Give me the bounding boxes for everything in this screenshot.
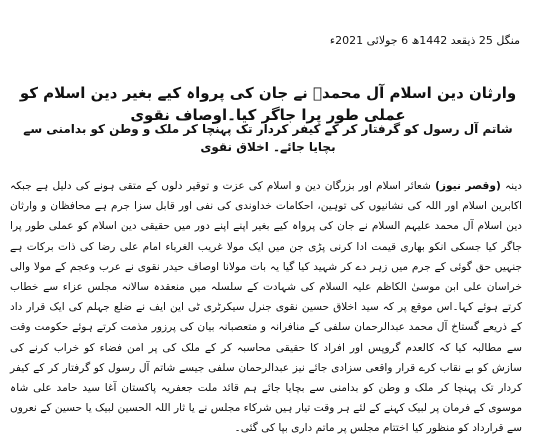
- subheadline: شاتم آل رسول کو گرفتار کر کے کیفر کردار تک پہنچا کر ملک و وطن کو بدامنی سے بچایا جائے۔ اخلاق نقوی: [23, 122, 513, 154]
- article-text: شعائر اسلام اور بزرگان دین و اسلام کی عزت و توقیر دلوں کے متقی ہونے کی دلیل ہے جبکہ اکابرین اسلام اور اللہ کی نشانیوں کی توہین، احکامات خداوندی کی نفی اور قابل سزا جرم ہے محافظان و وارثان دین اسلام آل محمد علیہم السلام نے جان کی پرواہ کیے بغیر اپنے اپنے دور میں حقیقی دین اسلام کو عملی طور پرا جاگر کیا جسکی انکو بھاری قیمت ادا کرنی پڑی جن میں ایک مولا غریب الغرباء امام علی رضا کی ذات برکات ہے جنہیں حق گوئی کے جرم میں زہر دے کر شہید کیا گیا یہ بات مولانا اوصاف حیدر نقوی نے عرب وعجم کے مولا والی خراسان علی ابن موسیٰ الکاظم علیہ السلام کی شہادت کے سلسلہ میں منعقدہ سالانہ مجلس عزاء سے خطاب کرتے ہوئے کہا۔اس موقع پر کہ سید اخلاق حسین نقوی جنرل سیکرٹری ٹی این ایف نے ضلع جہلم کی ایک قرار داد کے ذریعے گستاخ آل محمد عبدالرحمان سلفی کے منافرانہ و متعصبانہ بیان کی پرزور مذمت کرتے ہوئے حکومت وقت سے مطالبہ کیا کہ کالعدم گروپس اور افراد کا حقیقی محاسبہ کر کے ملک کی پر امن فضاء کو خراب کرنے کی سازش کو بے نقاب کرے قرار واقعی سزادی جائے نیز عبدالرحمان سلفی جیسے شاتم آل رسول کو گرفتار کر کے کیفر کردار تک پہنچا کر ملک و وطن کو بدامنی سے بچایا جائے ہم قائد ملت جعفریہ پاکستان آغا سید حامد علی شاہ موسوی کے فرمان پر لبیک کہنے کے لئے ہر وقت تیار ہیں شرکاء مجلس نے یا ثار اللہ الحسین لبیک یا حسین کے نعروں سے قرارداد کو منظور کیا اختتام مجلس پر ماتم داری بپا کی گئی۔: [10, 180, 522, 435]
- article-body: [10, 176, 522, 439]
- news-agency: (وقصر نیوز): [435, 180, 501, 192]
- article-city: دینہ: [504, 180, 523, 192]
- headline: وارثان دین اسلام آل محمدؑ نے جان کی پرواہ کیے بغیر دین اسلام کو عملی طور پرا جاگر کیا۔اوصاف نقوی: [19, 84, 517, 124]
- dateline: منگل 25 ذیقعد 1442ھ 6 جولائی 2021ء: [329, 34, 520, 47]
